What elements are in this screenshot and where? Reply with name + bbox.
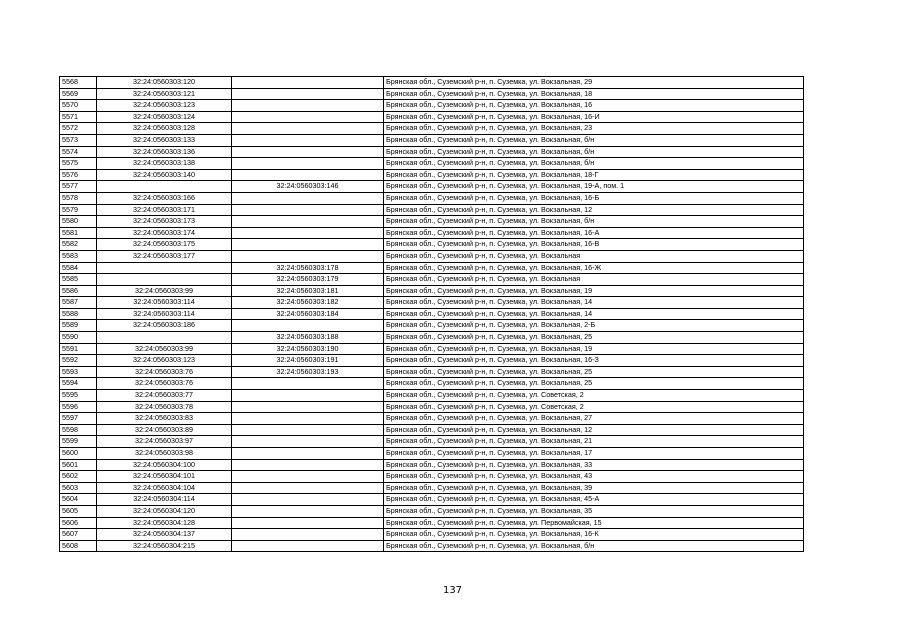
related-cadastral-number-cell — [232, 459, 384, 471]
address-cell: Брянская обл., Суземский р-н, п. Суземка, ул. Вокзальная — [384, 250, 804, 262]
cadastral-number-cell: 32:24:0560303:166 — [97, 192, 232, 204]
related-cadastral-number-cell — [232, 146, 384, 158]
cadastral-number-cell: 32:24:0560304:100 — [97, 459, 232, 471]
address-cell: Брянская обл., Суземский р-н, п. Суземка, ул. Вокзальная, 43 — [384, 471, 804, 483]
table-row — [60, 158, 804, 170]
cadastral-number-cell: 32:24:0560303:78 — [97, 401, 232, 413]
table-row — [60, 320, 804, 332]
address-cell: Брянская обл., Суземский р-н, п. Суземка, ул. Вокзальная, б/н — [384, 216, 804, 228]
address-cell: Брянская обл., Суземский р-н, п. Суземка, ул. Вокзальная, 12 — [384, 424, 804, 436]
table-row — [60, 471, 804, 483]
cadastral-number-cell: 32:24:0560303:77 — [97, 390, 232, 402]
cadastral-number-cell: 32:24:0560303:76 — [97, 378, 232, 390]
table-row — [60, 227, 804, 239]
address-cell: Брянская обл., Суземский р-н, п. Суземка, ул. Вокзальная, 18-Г — [384, 169, 804, 181]
cadastral-number-cell: 32:24:0560303:123 — [97, 100, 232, 112]
cadastral-number-cell: 32:24:0560303:138 — [97, 158, 232, 170]
table-row — [60, 169, 804, 181]
address-cell: Брянская обл., Суземский р-н, п. Суземка, ул. Вокзальная, 19 — [384, 285, 804, 297]
cadastral-number-cell: 32:24:0560303:98 — [97, 448, 232, 460]
address-cell: Брянская обл., Суземский р-н, п. Суземка, ул. Вокзальная, 23 — [384, 123, 804, 135]
table-row — [60, 517, 804, 529]
cadastral-number-cell: 32:24:0560304:104 — [97, 482, 232, 494]
related-cadastral-number-cell — [232, 123, 384, 135]
cadastral-number-cell: 32:24:0560304:137 — [97, 529, 232, 541]
address-cell: Брянская обл., Суземский р-н, п. Суземка, ул. Вокзальная, 2-Б — [384, 320, 804, 332]
cadastral-number-cell: 32:24:0560303:175 — [97, 239, 232, 251]
address-cell: Брянская обл., Суземский р-н, п. Суземка, ул. Вокзальная, 16 — [384, 100, 804, 112]
related-cadastral-number-cell — [232, 111, 384, 123]
row-number-cell: 5607 — [60, 529, 97, 541]
row-number-cell: 5585 — [60, 274, 97, 286]
row-number-cell: 5570 — [60, 100, 97, 112]
registry-table — [59, 76, 804, 552]
related-cadastral-number-cell — [232, 540, 384, 552]
related-cadastral-number-cell: 32:24:0560303:182 — [232, 297, 384, 309]
related-cadastral-number-cell — [232, 471, 384, 483]
table-row — [60, 146, 804, 158]
table-row — [60, 123, 804, 135]
table-row — [60, 482, 804, 494]
address-cell: Брянская обл., Суземский р-н, п. Суземка, ул. Вокзальная, 33 — [384, 459, 804, 471]
related-cadastral-number-cell — [232, 401, 384, 413]
table-row — [60, 494, 804, 506]
address-cell: Брянская обл., Суземский р-н, п. Суземка, ул. Вокзальная, 29 — [384, 77, 804, 89]
table-row — [60, 343, 804, 355]
table-row — [60, 459, 804, 471]
table-row — [60, 366, 804, 378]
address-cell: Брянская обл., Суземский р-н, п. Суземка, ул. Вокзальная, 45-А — [384, 494, 804, 506]
row-number-cell: 5587 — [60, 297, 97, 309]
address-cell: Брянская обл., Суземский р-н, п. Суземка, ул. Вокзальная — [384, 274, 804, 286]
row-number-cell: 5592 — [60, 355, 97, 367]
table-row — [60, 134, 804, 146]
row-number-cell: 5606 — [60, 517, 97, 529]
table-row — [60, 204, 804, 216]
address-cell: Брянская обл., Суземский р-н, п. Суземка, ул. Вокзальная, 25 — [384, 378, 804, 390]
address-cell: Брянская обл., Суземский р-н, п. Суземка, ул. Вокзальная, 16-Б — [384, 192, 804, 204]
address-cell: Брянская обл., Суземский р-н, п. Суземка, ул. Вокзальная, 21 — [384, 436, 804, 448]
related-cadastral-number-cell — [232, 169, 384, 181]
table-row — [60, 505, 804, 517]
cadastral-number-cell: 32:24:0560303:128 — [97, 123, 232, 135]
address-cell: Брянская обл., Суземский р-н, п. Суземка, ул. Советская, 2 — [384, 390, 804, 402]
related-cadastral-number-cell — [232, 250, 384, 262]
row-number-cell: 5595 — [60, 390, 97, 402]
address-cell: Брянская обл., Суземский р-н, п. Суземка, ул. Вокзальная, 25 — [384, 366, 804, 378]
cadastral-number-cell: 32:24:0560303:99 — [97, 343, 232, 355]
table-row — [60, 88, 804, 100]
related-cadastral-number-cell — [232, 505, 384, 517]
related-cadastral-number-cell — [232, 494, 384, 506]
related-cadastral-number-cell: 32:24:0560303:188 — [232, 332, 384, 344]
table-row — [60, 192, 804, 204]
related-cadastral-number-cell — [232, 158, 384, 170]
address-cell: Брянская обл., Суземский р-н, п. Суземка, ул. Вокзальная, 12 — [384, 204, 804, 216]
address-cell: Брянская обл., Суземский р-н, п. Суземка, ул. Первомайская, 15 — [384, 517, 804, 529]
cadastral-number-cell: 32:24:0560303:140 — [97, 169, 232, 181]
row-number-cell: 5600 — [60, 448, 97, 460]
registry-table-body — [60, 77, 804, 552]
cadastral-number-cell: 32:24:0560303:133 — [97, 134, 232, 146]
table-row — [60, 297, 804, 309]
address-cell: Брянская обл., Суземский р-н, п. Суземка, ул. Вокзальная, 14 — [384, 297, 804, 309]
table-row — [60, 540, 804, 552]
cadastral-number-cell: 32:24:0560303:123 — [97, 355, 232, 367]
address-cell: Брянская обл., Суземский р-н, п. Суземка, ул. Вокзальная, 16-И — [384, 111, 804, 123]
row-number-cell: 5573 — [60, 134, 97, 146]
row-number-cell: 5602 — [60, 471, 97, 483]
row-number-cell: 5586 — [60, 285, 97, 297]
cadastral-number-cell — [97, 181, 232, 193]
row-number-cell: 5589 — [60, 320, 97, 332]
address-cell: Брянская обл., Суземский р-н, п. Суземка, ул. Вокзальная, б/н — [384, 540, 804, 552]
address-cell: Брянская обл., Суземский р-н, п. Суземка, ул. Вокзальная, 18 — [384, 88, 804, 100]
related-cadastral-number-cell — [232, 100, 384, 112]
cadastral-number-cell: 32:24:0560303:83 — [97, 413, 232, 425]
table-row — [60, 285, 804, 297]
address-cell: Брянская обл., Суземский р-н, п. Суземка, ул. Вокзальная, 14 — [384, 308, 804, 320]
row-number-cell: 5593 — [60, 366, 97, 378]
address-cell: Брянская обл., Суземский р-н, п. Суземка, ул. Вокзальная, 16-З — [384, 355, 804, 367]
row-number-cell: 5603 — [60, 482, 97, 494]
address-cell: Брянская обл., Суземский р-н, п. Суземка, ул. Вокзальная, 19 — [384, 343, 804, 355]
cadastral-number-cell: 32:24:0560303:89 — [97, 424, 232, 436]
row-number-cell: 5605 — [60, 505, 97, 517]
related-cadastral-number-cell: 32:24:0560303:181 — [232, 285, 384, 297]
cadastral-number-cell: 32:24:0560303:124 — [97, 111, 232, 123]
related-cadastral-number-cell — [232, 320, 384, 332]
table-row — [60, 239, 804, 251]
cadastral-number-cell: 32:24:0560304:101 — [97, 471, 232, 483]
cadastral-number-cell: 32:24:0560303:97 — [97, 436, 232, 448]
address-cell: Брянская обл., Суземский р-н, п. Суземка, ул. Вокзальная, 16-К — [384, 529, 804, 541]
table-row — [60, 250, 804, 262]
table-row — [60, 401, 804, 413]
cadastral-number-cell: 32:24:0560303:171 — [97, 204, 232, 216]
cadastral-number-cell: 32:24:0560303:99 — [97, 285, 232, 297]
row-number-cell: 5571 — [60, 111, 97, 123]
row-number-cell: 5575 — [60, 158, 97, 170]
cadastral-number-cell: 32:24:0560303:186 — [97, 320, 232, 332]
related-cadastral-number-cell — [232, 448, 384, 460]
related-cadastral-number-cell — [232, 424, 384, 436]
related-cadastral-number-cell: 32:24:0560303:146 — [232, 181, 384, 193]
table-row — [60, 111, 804, 123]
table-row — [60, 77, 804, 89]
cadastral-number-cell: 32:24:0560304:128 — [97, 517, 232, 529]
table-row — [60, 355, 804, 367]
table-row — [60, 100, 804, 112]
address-cell: Брянская обл., Суземский р-н, п. Суземка, ул. Вокзальная, 39 — [384, 482, 804, 494]
cadastral-number-cell: 32:24:0560303:120 — [97, 77, 232, 89]
related-cadastral-number-cell: 32:24:0560303:184 — [232, 308, 384, 320]
cadastral-number-cell: 32:24:0560304:120 — [97, 505, 232, 517]
table-row — [60, 424, 804, 436]
row-number-cell: 5590 — [60, 332, 97, 344]
table-row — [60, 181, 804, 193]
cadastral-number-cell: 32:24:0560303:121 — [97, 88, 232, 100]
address-cell: Брянская обл., Суземский р-н, п. Суземка, ул. Вокзальная, 16-Ж — [384, 262, 804, 274]
related-cadastral-number-cell: 32:24:0560303:193 — [232, 366, 384, 378]
row-number-cell: 5599 — [60, 436, 97, 448]
table-row — [60, 262, 804, 274]
table-row — [60, 378, 804, 390]
row-number-cell: 5578 — [60, 192, 97, 204]
address-cell: Брянская обл., Суземский р-н, п. Суземка, ул. Советская, 2 — [384, 401, 804, 413]
related-cadastral-number-cell — [232, 378, 384, 390]
related-cadastral-number-cell — [232, 413, 384, 425]
related-cadastral-number-cell — [232, 529, 384, 541]
row-number-cell: 5597 — [60, 413, 97, 425]
row-number-cell: 5596 — [60, 401, 97, 413]
table-row — [60, 448, 804, 460]
cadastral-number-cell: 32:24:0560303:76 — [97, 366, 232, 378]
row-number-cell: 5577 — [60, 181, 97, 193]
address-cell: Брянская обл., Суземский р-н, п. Суземка, ул. Вокзальная, 35 — [384, 505, 804, 517]
address-cell: Брянская обл., Суземский р-н, п. Суземка, ул. Вокзальная, 17 — [384, 448, 804, 460]
row-number-cell: 5584 — [60, 262, 97, 274]
address-cell: Брянская обл., Суземский р-н, п. Суземка, ул. Вокзальная, 19-А, пом. 1 — [384, 181, 804, 193]
related-cadastral-number-cell — [232, 192, 384, 204]
row-number-cell: 5583 — [60, 250, 97, 262]
related-cadastral-number-cell — [232, 436, 384, 448]
related-cadastral-number-cell — [232, 77, 384, 89]
related-cadastral-number-cell — [232, 482, 384, 494]
row-number-cell: 5581 — [60, 227, 97, 239]
row-number-cell: 5598 — [60, 424, 97, 436]
related-cadastral-number-cell — [232, 204, 384, 216]
address-cell: Брянская обл., Суземский р-н, п. Суземка, ул. Вокзальная, 27 — [384, 413, 804, 425]
address-cell: Брянская обл., Суземский р-н, п. Суземка, ул. Вокзальная, б/н — [384, 146, 804, 158]
related-cadastral-number-cell: 32:24:0560303:178 — [232, 262, 384, 274]
cadastral-number-cell: 32:24:0560303:114 — [97, 297, 232, 309]
table-row — [60, 413, 804, 425]
cadastral-number-cell: 32:24:0560303:136 — [97, 146, 232, 158]
table-row — [60, 390, 804, 402]
related-cadastral-number-cell — [232, 390, 384, 402]
row-number-cell: 5594 — [60, 378, 97, 390]
table-row — [60, 274, 804, 286]
row-number-cell: 5568 — [60, 77, 97, 89]
row-number-cell: 5580 — [60, 216, 97, 228]
related-cadastral-number-cell: 32:24:0560303:190 — [232, 343, 384, 355]
table-row — [60, 308, 804, 320]
row-number-cell: 5579 — [60, 204, 97, 216]
related-cadastral-number-cell: 32:24:0560303:179 — [232, 274, 384, 286]
cadastral-number-cell: 32:24:0560304:215 — [97, 540, 232, 552]
address-cell: Брянская обл., Суземский р-н, п. Суземка, ул. Вокзальная, 25 — [384, 332, 804, 344]
related-cadastral-number-cell — [232, 216, 384, 228]
cadastral-number-cell: 32:24:0560303:174 — [97, 227, 232, 239]
address-cell: Брянская обл., Суземский р-н, п. Суземка, ул. Вокзальная, 16-В — [384, 239, 804, 251]
cadastral-number-cell: 32:24:0560304:114 — [97, 494, 232, 506]
row-number-cell: 5576 — [60, 169, 97, 181]
related-cadastral-number-cell — [232, 88, 384, 100]
related-cadastral-number-cell — [232, 517, 384, 529]
row-number-cell: 5591 — [60, 343, 97, 355]
row-number-cell: 5604 — [60, 494, 97, 506]
row-number-cell: 5582 — [60, 239, 97, 251]
cadastral-number-cell: 32:24:0560303:114 — [97, 308, 232, 320]
row-number-cell: 5574 — [60, 146, 97, 158]
table-row — [60, 529, 804, 541]
cadastral-number-cell: 32:24:0560303:177 — [97, 250, 232, 262]
row-number-cell: 5572 — [60, 123, 97, 135]
row-number-cell: 5601 — [60, 459, 97, 471]
cadastral-number-cell — [97, 262, 232, 274]
row-number-cell: 5569 — [60, 88, 97, 100]
table-row — [60, 216, 804, 228]
row-number-cell: 5608 — [60, 540, 97, 552]
related-cadastral-number-cell — [232, 227, 384, 239]
page-number: 137 — [442, 585, 463, 596]
cadastral-number-cell — [97, 274, 232, 286]
table-row — [60, 332, 804, 344]
cadastral-number-cell: 32:24:0560303:173 — [97, 216, 232, 228]
address-cell: Брянская обл., Суземский р-н, п. Суземка, ул. Вокзальная, б/н — [384, 134, 804, 146]
table-row — [60, 436, 804, 448]
related-cadastral-number-cell — [232, 239, 384, 251]
address-cell: Брянская обл., Суземский р-н, п. Суземка, ул. Вокзальная, 16-А — [384, 227, 804, 239]
cadastral-number-cell — [97, 332, 232, 344]
related-cadastral-number-cell: 32:24:0560303:191 — [232, 355, 384, 367]
related-cadastral-number-cell — [232, 134, 384, 146]
address-cell: Брянская обл., Суземский р-н, п. Суземка, ул. Вокзальная, б/н — [384, 158, 804, 170]
row-number-cell: 5588 — [60, 308, 97, 320]
